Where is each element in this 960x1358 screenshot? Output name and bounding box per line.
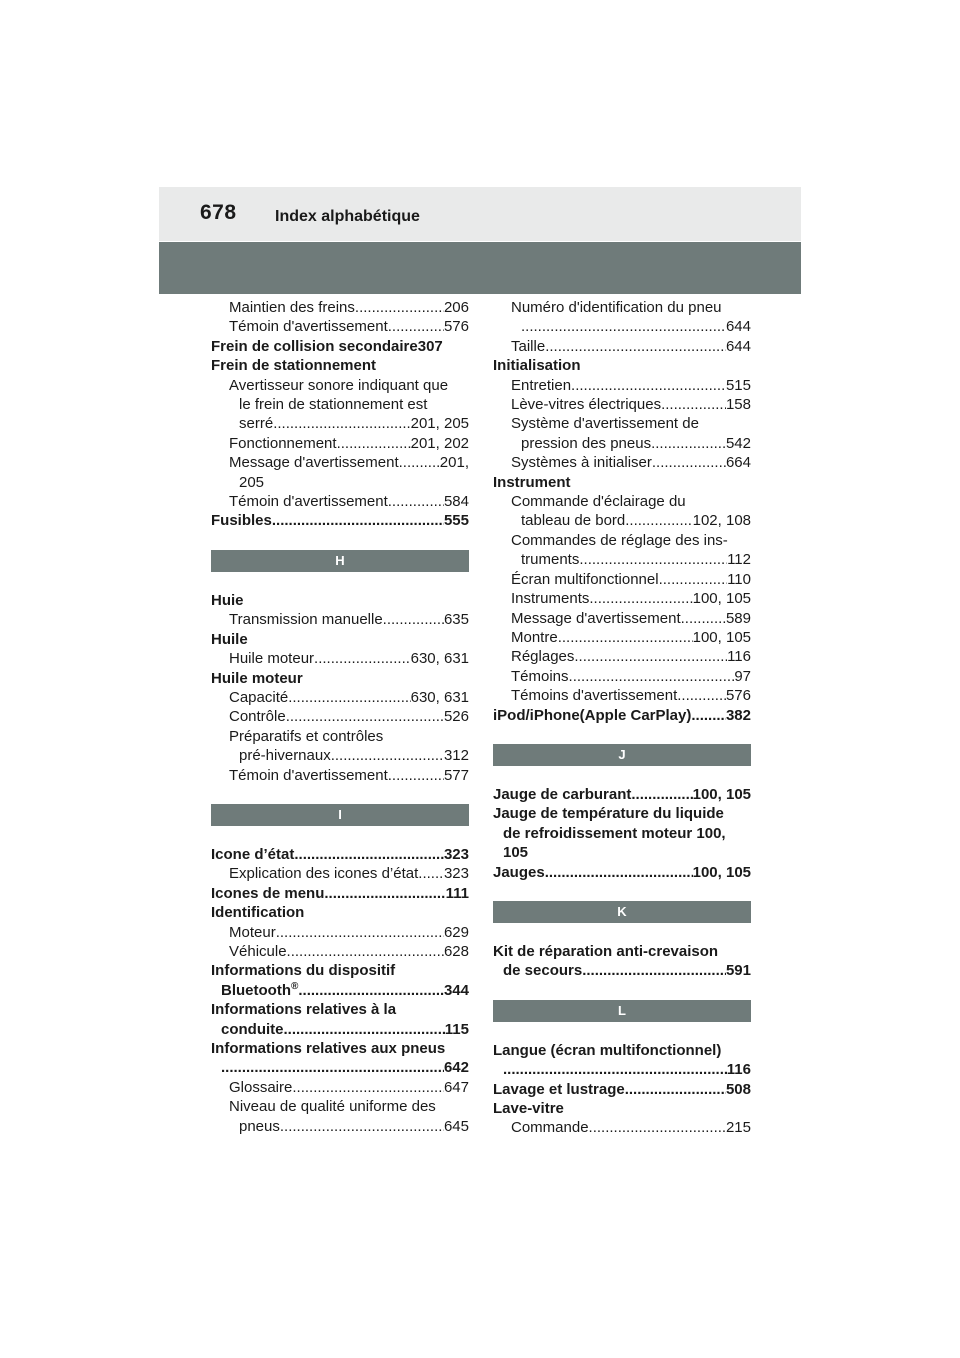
index-entry: Fonctionnement ..... 201, 202 <box>211 434 469 453</box>
index-entry: Icones de menu ..... 111 <box>211 884 469 903</box>
index-entry: Explication des icones d’état ..... 323 <box>211 864 469 883</box>
index-entry: Avertisseur sonore indiquant que <box>229 376 449 394</box>
index-heading: Informations relatives à la <box>211 1001 397 1019</box>
index-column-left <box>211 298 469 1136</box>
letter-bar-l: L <box>493 1000 751 1022</box>
index-entry-continuation: ..... 642 <box>211 1058 469 1077</box>
index-heading: Lave-vitre <box>493 1100 564 1117</box>
index-entry: Jauge de carburant ..... 100, 105 <box>493 785 751 804</box>
index-entry: Témoins d'avertissement ..... 576 <box>493 686 751 705</box>
index-entry: Message d'avertissement ..... 201, <box>211 453 469 472</box>
index-heading: Huie <box>211 591 244 609</box>
index-entry: Véhicule ..... 628 <box>211 942 469 961</box>
letter-bar-j: J <box>493 744 751 766</box>
index-entry: Commandes de réglage des ins- <box>511 531 728 549</box>
index-entry-continuation: de secours ..... 591 <box>493 961 751 980</box>
index-entry: Témoins ..... 97 <box>493 667 751 686</box>
index-entry: Lève-vitres électriques ..... 158 <box>493 395 751 414</box>
index-entry-continuation: pré-hivernaux ..... 312 <box>211 746 469 765</box>
title-bar <box>159 242 801 294</box>
index-entry: Témoin d'avertissement ..... 576 <box>211 317 469 336</box>
index-heading: Informations relatives aux pneus <box>211 1040 446 1057</box>
index-entry: Système d'avertissement de <box>511 415 699 433</box>
index-entry-continuation: Bluetooth® ..... 344 <box>211 981 469 1000</box>
index-entry: Systèmes à initialiser ..... 664 <box>493 453 751 472</box>
index-entry-continuation: truments ..... 112 <box>493 550 751 569</box>
index-entry-continuation: pression des pneus ..... 542 <box>493 434 751 453</box>
index-heading: Identification <box>211 904 305 922</box>
index-entry: Frein de collision secondaire 307 <box>211 337 443 355</box>
index-heading: Langue (écran multifonctionnel) <box>493 1041 722 1059</box>
index-entry-continuation: pneus ..... 645 <box>211 1117 469 1136</box>
index-entry: Témoin d'avertissement ..... 577 <box>211 766 469 785</box>
index-entry: Huile moteur ..... 630, 631 <box>211 649 469 668</box>
index-entry: Montre ..... 100, 105 <box>493 628 751 647</box>
index-entry: Moteur ..... 629 <box>211 923 469 942</box>
letter-bar-h: H <box>211 550 469 572</box>
index-entry: Taille ..... 644 <box>493 337 751 356</box>
letter-bar-k: K <box>493 901 751 923</box>
index-entry: Transmission manuelle ..... 635 <box>211 610 469 629</box>
index-entry: Icone d’état ..... 323 <box>211 845 469 864</box>
index-entry: Commande d'éclairage du <box>511 493 686 511</box>
index-entry-continuation: 105 <box>503 844 529 862</box>
page-number: 678 <box>200 201 237 224</box>
index-heading: Initialisation <box>493 357 581 375</box>
index-heading: Huile moteur <box>211 669 303 687</box>
section-title: Index alphabétique <box>275 208 420 225</box>
index-heading: Instrument <box>493 473 571 491</box>
index-entry: Écran multifonctionnel ..... 110 <box>493 570 751 589</box>
index-entry: Préparatifs et contrôles <box>229 727 384 745</box>
index-column-right <box>493 298 751 1138</box>
index-heading: Jauge de température du liquide <box>493 805 724 823</box>
index-heading: Informations du dispositif <box>211 962 396 980</box>
index-entry: Témoin d'avertissement ..... 584 <box>211 492 469 511</box>
index-entry-continuation: le frein de stationnement est <box>239 396 428 414</box>
index-heading: Kit de réparation anti-crevaison <box>493 942 719 960</box>
index-entry-continuation: serré ..... 201, 205 <box>211 414 469 433</box>
index-heading: Huile <box>211 630 248 648</box>
index-entry-continuation: de refroidissement moteur 100, <box>503 824 726 842</box>
index-entry: Capacité ..... 630, 631 <box>211 688 469 707</box>
index-entry: Réglages ..... 116 <box>493 647 751 666</box>
index-entry: Maintien des freins ..... 206 <box>211 298 469 317</box>
index-entry-continuation: conduite ..... 115 <box>211 1020 469 1039</box>
index-entry-continuation: ..... 116 <box>493 1060 751 1079</box>
index-entry: Glossaire ..... 647 <box>211 1078 469 1097</box>
index-entry: Lavage et lustrage ..... 508 <box>493 1080 751 1099</box>
index-entry: Commande ..... 215 <box>493 1118 751 1137</box>
index-heading: Frein de stationnement <box>211 357 377 375</box>
index-entry: Entretien ..... 515 <box>493 376 751 395</box>
index-entry-continuation: ..... 644 <box>493 317 751 336</box>
index-entry: Numéro d'identification du pneu <box>511 299 722 316</box>
index-entry-continuation: tableau de bord ..... 102, 108 <box>493 511 751 530</box>
index-entry: Contrôle ..... 526 <box>211 707 469 726</box>
index-entry: Jauges ..... 100, 105 <box>493 863 751 882</box>
index-entry-continuation: 205 <box>239 473 265 491</box>
letter-bar-i: I <box>211 804 469 826</box>
index-entry: Niveau de qualité uniforme des <box>229 1098 436 1116</box>
index-entry: Fusibles ..... 555 <box>211 511 469 530</box>
index-entry: Message d'avertissement ..... 589 <box>493 609 751 628</box>
index-entry: Instruments ..... 100, 105 <box>493 589 751 608</box>
index-entry: iPod/iPhone(Apple CarPlay) ..... 382 <box>493 706 751 725</box>
header-band <box>159 187 801 241</box>
